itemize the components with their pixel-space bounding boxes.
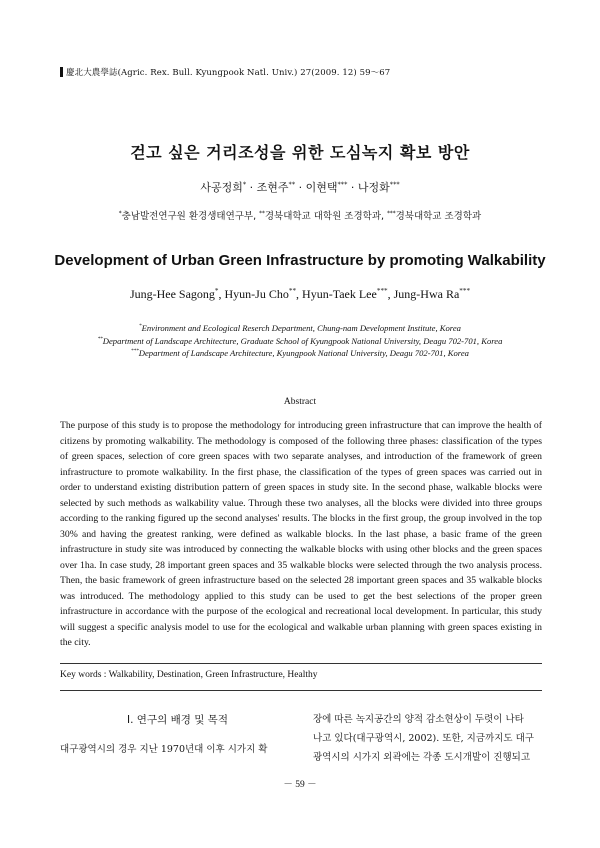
affiliation-mark: * xyxy=(118,210,122,217)
journal-citation: 慶北大農學誌(Agric. Rex. Bull. Kyungpook Natl. Univ.) 27(2009. 12) 59～67 xyxy=(66,68,391,78)
abstract-body: The purpose of this study is to propose the methodology for introducing green infrastructure that can improve the health of citizens by promoting walkability. The methodology is composed of the following three phases: classification of the types of green spaces, selection of core green spaces with two separate analyses, and introduction of the framework of green infrastructure to promote walkability. In the first phase, the classification of the types of green spaces was carried out in order to understand existing distribution pattern of green spaces in study site. In the second phase, walkable blocks were selected by such methods as walkability value. Through these two analyses, all the blocks were divided into three groups according to the ranking figured up the second analyses' results. The blocks in the first group, the group involved in the top 30% and having the greatest ranking, were defined as walkable blocks. In the last phase, a basic frame of the green infrastructure in study site was introduced by connecting the walkable blocks with using other blocks and the green spaces over 1ha. In case study, 28 important green spaces and 35 walkable blocks were selected through the two analysis process. Then, the basic framework of green infrastructure based on the selected 28 important green spaces and 35 walkable blocks was introduced. The methodology applied to this study can be used to get the best selections of the proper green infrastructure in accordance with the purpose of the ecological and recreational local development. In particular, this study will suggest a specific analysis model to use for the ecological and walkable urban planning with green spaces existing in the city. xyxy=(60,420,542,648)
keywords: Key words : Walkability, Destination, Green Infrastructure, Healthy xyxy=(60,670,318,680)
body-line: 장에 따른 녹지공간의 양적 감소현상이 두렷이 나타 xyxy=(313,714,524,725)
body-line: 광역시의 시가지 외곽에는 각종 도시개발이 진행되고 xyxy=(313,752,530,763)
english-affiliations xyxy=(0,322,600,360)
author-name: Hyun-Taek Lee xyxy=(302,287,377,301)
affiliation-mark: *** xyxy=(387,210,396,217)
affiliation-text: 경북대학교 조경학과 xyxy=(395,211,482,222)
affiliation-text: Department of Landscape Architecture, Graduate School of Kyungpook National University, Deagu 702-701, Korea xyxy=(102,335,503,346)
section-heading: Ⅰ. 연구의 배경 및 목적 xyxy=(127,714,228,726)
affiliation-text: Environment and Ecological Reserch Department, Chung-nam Development Institute, Korea xyxy=(141,323,461,333)
keywords-bottom-rule xyxy=(60,690,542,691)
body-column-right xyxy=(313,710,542,767)
affiliation-mark: ** xyxy=(259,210,265,217)
affiliation-text: 충남발전연구원 환경생태연구부, xyxy=(121,211,260,222)
body-line: 나고 있다(대구광역시, 2002). 또한, 지금까지도 대구 xyxy=(313,733,534,744)
author-mark: *** xyxy=(376,287,388,295)
author-name: Jung-Hwa Ra xyxy=(393,287,460,301)
author-separator: · xyxy=(249,181,254,194)
author-separator: · xyxy=(350,181,355,194)
author-name: 이현택 xyxy=(305,181,338,194)
author-mark: * xyxy=(214,287,219,295)
affiliation-mark: ** xyxy=(97,335,103,342)
affiliation-line xyxy=(0,322,600,335)
author-name: 사공정희 xyxy=(200,181,243,194)
affiliation-text: 경북대학교 대학원 조경학과, xyxy=(264,211,388,222)
author-name: 조현주 xyxy=(256,181,289,194)
korean-affiliations xyxy=(0,208,600,222)
english-authors xyxy=(0,287,600,302)
page-number: － 59 － xyxy=(283,780,317,790)
body-column-left xyxy=(60,740,295,759)
author-separator: , xyxy=(218,287,225,301)
affiliation-mark: *** xyxy=(131,348,139,355)
keywords-top-rule xyxy=(60,663,542,664)
korean-title: 걷고 싶은 거리조성을 위한 도심녹지 확보 방안 xyxy=(130,143,470,162)
author-separator: · xyxy=(298,181,303,194)
abstract-heading: Abstract xyxy=(283,397,317,407)
english-title: Development of Urban Green Infrastructure by promoting Walkability xyxy=(54,252,546,269)
author-mark: * xyxy=(242,180,247,189)
header-bar-mark xyxy=(60,67,63,77)
author-name: 나정화 xyxy=(357,181,390,194)
author-name: Jung-Hee Sagong xyxy=(129,287,215,301)
author-mark: ** xyxy=(288,287,297,295)
affiliation-text: Department of Landscape Architecture, Kyungpook National University, Deagu 702-701, Korea xyxy=(138,348,469,358)
author-separator: , xyxy=(296,287,303,301)
affiliation-line xyxy=(0,347,600,360)
body-line: 대구광역시의 경우 지난 1970년대 이후 시가지 확 xyxy=(60,744,268,755)
author-name: Hyun-Ju Cho xyxy=(224,287,289,301)
author-mark: *** xyxy=(459,287,471,295)
author-mark: *** xyxy=(337,180,348,189)
author-separator: , xyxy=(387,287,394,301)
affiliation-line xyxy=(0,335,600,348)
author-mark: *** xyxy=(389,180,400,189)
journal-header xyxy=(60,66,390,78)
korean-authors xyxy=(0,179,600,195)
affiliation-mark: * xyxy=(139,323,142,330)
author-mark: ** xyxy=(288,180,296,189)
